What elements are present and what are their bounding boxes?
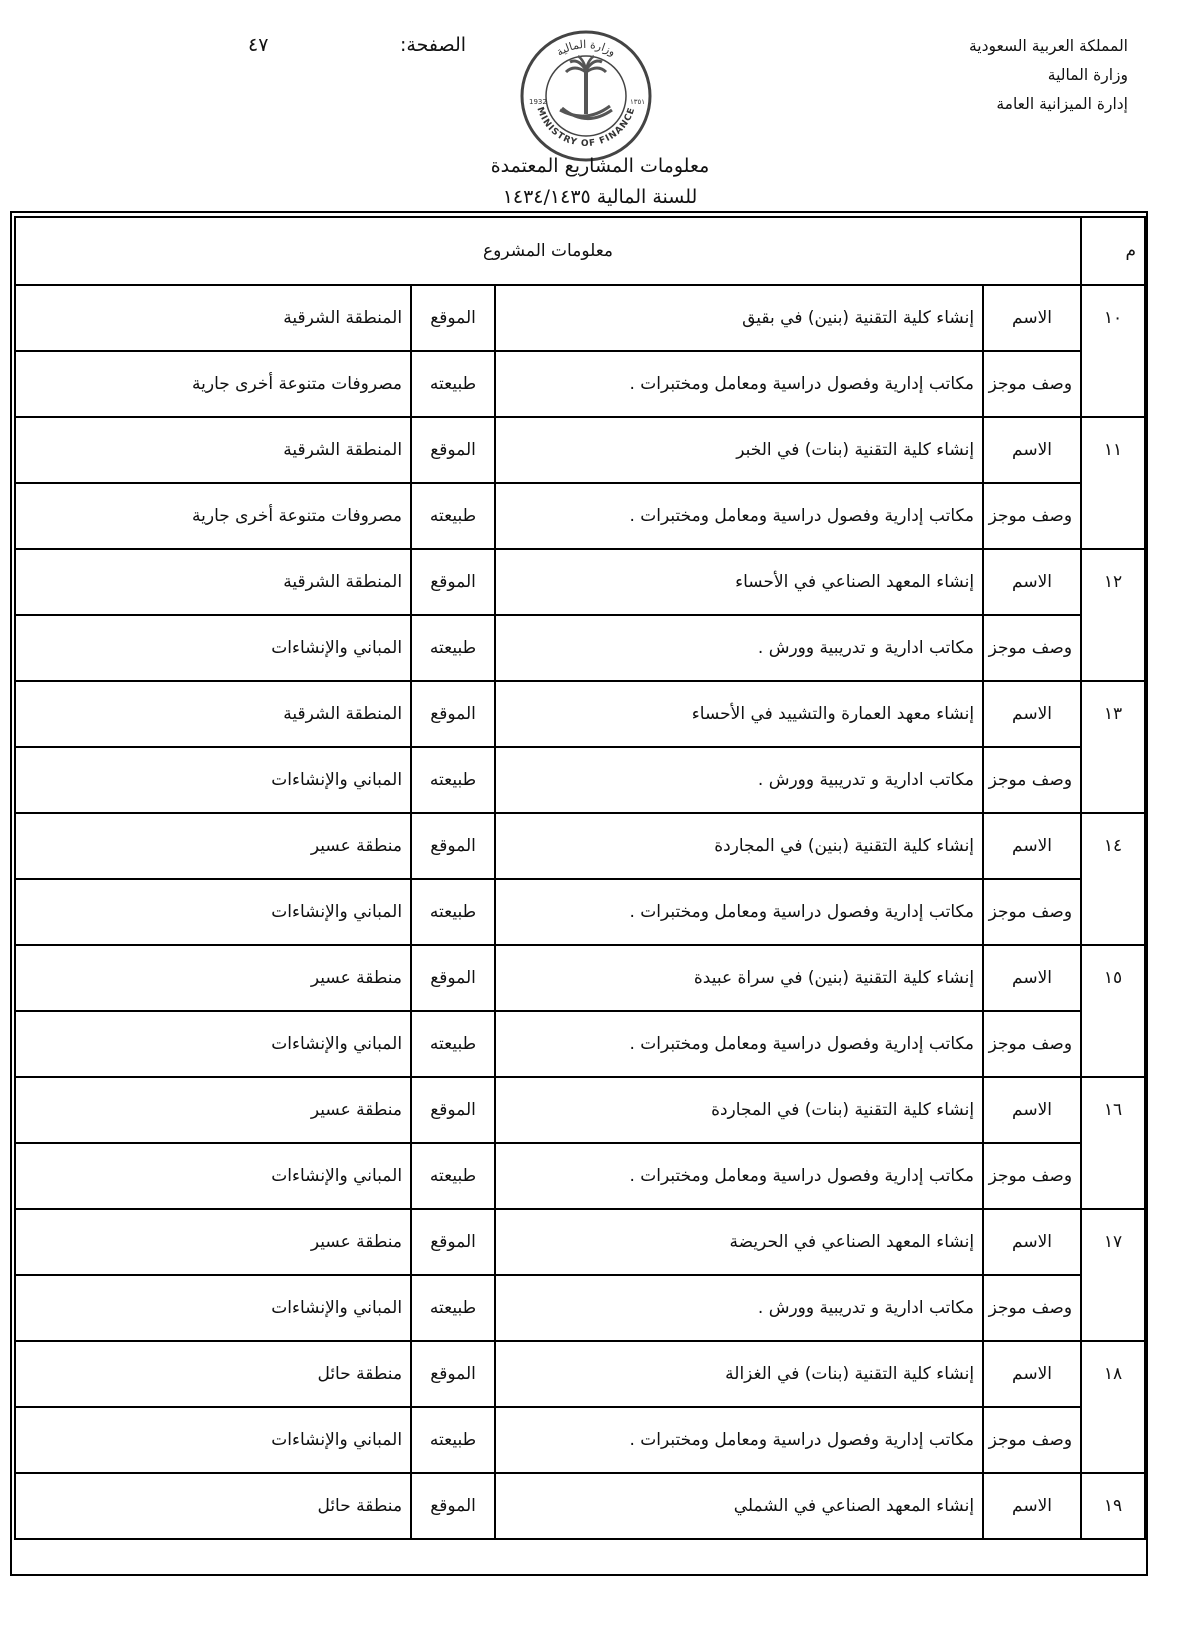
location-label-cell: الموقع [411, 285, 495, 351]
type-label-cell: طبيعته [411, 351, 495, 417]
logo-year-left: 1932 [529, 98, 547, 106]
description-label-cell: وصف موجز [983, 1143, 1081, 1209]
project-description-cell: مكاتب ادارية و تدريبية وورش . [495, 1275, 983, 1341]
project-description-cell: مكاتب إدارية وفصول دراسية ومعامل ومختبرات . [495, 1011, 983, 1077]
description-label-cell: وصف موجز [983, 1011, 1081, 1077]
table-row [15, 945, 1145, 1011]
type-label-cell: طبيعته [411, 1275, 495, 1341]
table-row [15, 1077, 1145, 1143]
location-label-cell: الموقع [411, 1209, 495, 1275]
description-label-cell: وصف موجز [983, 1407, 1081, 1473]
description-label-cell: وصف موجز [983, 351, 1081, 417]
org-line-country: المملكة العربية السعودية [968, 37, 1128, 55]
fiscal-year-subtitle: للسنة المالية ١٤٣٤/١٤٣٥ [502, 186, 698, 208]
project-name-cell: إنشاء المعهد الصناعي في الحريضة [495, 1209, 983, 1275]
table-row [15, 1209, 1145, 1275]
location-label-cell: الموقع [411, 417, 495, 483]
project-number-cell: ١٦ [1081, 1077, 1145, 1209]
type-label-cell: طبيعته [411, 879, 495, 945]
description-label-cell: وصف موجز [983, 879, 1081, 945]
table-row [15, 681, 1145, 747]
project-description-cell: مكاتب ادارية و تدريبية وورش . [495, 615, 983, 681]
project-name-cell: إنشاء المعهد الصناعي في الشملي [495, 1473, 983, 1539]
table-row [15, 747, 1145, 813]
table-row [15, 1341, 1145, 1407]
project-type-cell: مصروفات متنوعة أخرى جارية [15, 483, 411, 549]
location-label-cell: الموقع [411, 549, 495, 615]
project-description-cell: مكاتب إدارية وفصول دراسية ومعامل ومختبرات . [495, 1407, 983, 1473]
project-type-cell: المباني والإنشاءات [15, 1275, 411, 1341]
project-name-cell: إنشاء كلية التقنية (بنين) في بقيق [495, 285, 983, 351]
table-header-row [15, 217, 1145, 285]
location-label-cell: الموقع [411, 813, 495, 879]
project-type-cell: المباني والإنشاءات [15, 1011, 411, 1077]
ministry-header [878, 32, 1128, 119]
project-location-cell: المنطقة الشرقية [15, 681, 411, 747]
location-label-cell: الموقع [411, 1341, 495, 1407]
project-location-cell: المنطقة الشرقية [15, 285, 411, 351]
table-row [15, 1407, 1145, 1473]
logo-english-text: MINISTRY OF FINANCE [534, 105, 638, 150]
logo-year-right: ١٣٥١ [630, 98, 646, 106]
project-number-cell: ١٨ [1081, 1341, 1145, 1473]
name-label-cell: الاسم [983, 549, 1081, 615]
project-type-cell: المباني والإنشاءات [15, 1143, 411, 1209]
page-number: ٤٧ [248, 34, 269, 56]
name-label-cell: الاسم [983, 1077, 1081, 1143]
project-location-cell: المنطقة الشرقية [15, 417, 411, 483]
type-label-cell: طبيعته [411, 747, 495, 813]
type-label-cell: طبيعته [411, 1143, 495, 1209]
project-name-cell: إنشاء كلية التقنية (بنات) في الغزالة [495, 1341, 983, 1407]
project-type-cell: المباني والإنشاءات [15, 1407, 411, 1473]
project-name-cell: إنشاء كلية التقنية (بنات) في المجاردة [495, 1077, 983, 1143]
project-location-cell: منطقة عسير [15, 813, 411, 879]
project-number-cell: ١٧ [1081, 1209, 1145, 1341]
project-name-cell: إنشاء معهد العمارة والتشييد في الأحساء [495, 681, 983, 747]
location-label-cell: الموقع [411, 945, 495, 1011]
projects-table [14, 216, 1146, 1540]
description-label-cell: وصف موجز [983, 615, 1081, 681]
location-label-cell: الموقع [411, 1077, 495, 1143]
name-label-cell: الاسم [983, 1341, 1081, 1407]
project-name-cell: إنشاء كلية التقنية (بنات) في الخبر [495, 417, 983, 483]
project-description-cell: مكاتب إدارية وفصول دراسية ومعامل ومختبرات . [495, 879, 983, 945]
table-row [15, 1473, 1145, 1539]
type-label-cell: طبيعته [411, 615, 495, 681]
type-label-cell: طبيعته [411, 1407, 495, 1473]
project-name-cell: إنشاء المعهد الصناعي في الأحساء [495, 549, 983, 615]
project-type-cell: المباني والإنشاءات [15, 615, 411, 681]
project-number-cell: ١٩ [1081, 1473, 1145, 1539]
project-type-cell: المباني والإنشاءات [15, 747, 411, 813]
table-row [15, 813, 1145, 879]
description-label-cell: وصف موجز [983, 483, 1081, 549]
project-description-cell: مكاتب إدارية وفصول دراسية ومعامل ومختبرات . [495, 351, 983, 417]
location-label-cell: الموقع [411, 1473, 495, 1539]
table-row [15, 1011, 1145, 1077]
project-number-cell: ١٣ [1081, 681, 1145, 813]
org-line-ministry: وزارة المالية [1047, 66, 1128, 84]
project-location-cell: منطقة عسير [15, 1209, 411, 1275]
logo-arabic-text: وزارة المالية [554, 37, 619, 59]
table-row [15, 351, 1145, 417]
table-row [15, 285, 1145, 351]
ministry-logo [518, 28, 654, 164]
document-title: معلومات المشاريع المعتمدة [490, 155, 710, 177]
project-description-cell: مكاتب ادارية و تدريبية وورش . [495, 747, 983, 813]
description-label-cell: وصف موجز [983, 1275, 1081, 1341]
table-row [15, 615, 1145, 681]
org-line-department: إدارة الميزانية العامة [996, 95, 1128, 113]
project-description-cell: مكاتب إدارية وفصول دراسية ومعامل ومختبرات . [495, 1143, 983, 1209]
header-cell-project-info: معلومات المشروع [15, 217, 1081, 285]
project-number-cell: ١٤ [1081, 813, 1145, 945]
project-location-cell: المنطقة الشرقية [15, 549, 411, 615]
table-row [15, 879, 1145, 945]
header-cell-number: م [1081, 217, 1145, 285]
project-type-cell: المباني والإنشاءات [15, 879, 411, 945]
type-label-cell: طبيعته [411, 483, 495, 549]
description-label-cell: وصف موجز [983, 747, 1081, 813]
name-label-cell: الاسم [983, 945, 1081, 1011]
type-label-cell: طبيعته [411, 1011, 495, 1077]
project-type-cell: مصروفات متنوعة أخرى جارية [15, 351, 411, 417]
project-number-cell: ١٠ [1081, 285, 1145, 417]
project-number-cell: ١٢ [1081, 549, 1145, 681]
table-row [15, 483, 1145, 549]
project-location-cell: منطقة حائل [15, 1341, 411, 1407]
name-label-cell: الاسم [983, 681, 1081, 747]
project-description-cell: مكاتب إدارية وفصول دراسية ومعامل ومختبرات . [495, 483, 983, 549]
table-row [15, 1143, 1145, 1209]
project-number-cell: ١١ [1081, 417, 1145, 549]
palm-swords-emblem-icon [560, 56, 612, 119]
page-label: الصفحة: [400, 34, 467, 56]
project-location-cell: منطقة عسير [15, 1077, 411, 1143]
project-number-cell: ١٥ [1081, 945, 1145, 1077]
project-location-cell: منطقة حائل [15, 1473, 411, 1539]
project-name-cell: إنشاء كلية التقنية (بنين) في سراة عبيدة [495, 945, 983, 1011]
name-label-cell: الاسم [983, 417, 1081, 483]
name-label-cell: الاسم [983, 285, 1081, 351]
project-location-cell: منطقة عسير [15, 945, 411, 1011]
table-row [15, 417, 1145, 483]
table-row [15, 549, 1145, 615]
name-label-cell: الاسم [983, 1473, 1081, 1539]
location-label-cell: الموقع [411, 681, 495, 747]
table-row [15, 1275, 1145, 1341]
name-label-cell: الاسم [983, 813, 1081, 879]
project-name-cell: إنشاء كلية التقنية (بنين) في المجاردة [495, 813, 983, 879]
name-label-cell: الاسم [983, 1209, 1081, 1275]
